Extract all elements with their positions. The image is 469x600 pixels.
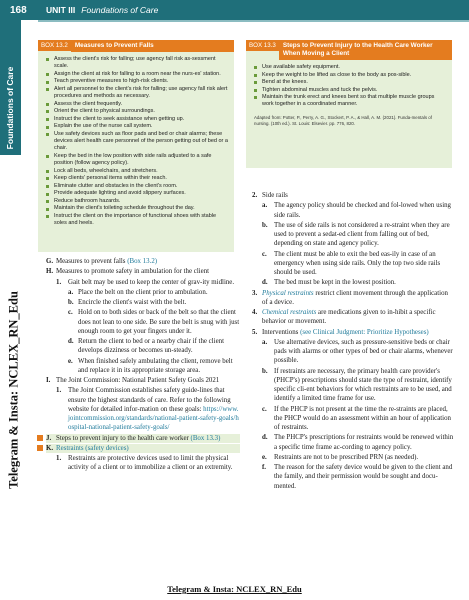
marker: b. — [262, 221, 268, 229]
box-13-2-list — [38, 52, 234, 232]
marker: c. — [262, 405, 267, 413]
list-item: Instruct the client on the importance of functional shoes with stable soles and heels. — [46, 213, 228, 228]
item-text: restrict client movement through the application of a device. — [262, 289, 448, 306]
item-text: are medications given to in-hibit a specific behavior or movement. — [262, 309, 436, 326]
item-text: Hold on to both sides or back of the belt so that the client does not lean to one side. Be sure the belt is snug with just enough room to get your fingers under it. — [78, 309, 240, 335]
marker: 3. — [252, 289, 258, 297]
side-watermark: Telegram & Insta: NCLEX_RN_Edu — [6, 291, 21, 489]
list-item: Keep clients' personal items within their reach. — [46, 175, 228, 182]
item-text: The client must be able to exit the bed eas-ily in case of an emergency when using side rails. Only the top two side rails should be used. — [274, 250, 441, 276]
box-13-3-label: BOX 13.3 — [246, 40, 279, 51]
item-r5a — [252, 338, 454, 366]
item-text: The agency policy should be checked and fol-lowed when using side rails. — [274, 202, 451, 219]
item-r4 — [252, 308, 454, 327]
marker: 1. — [56, 455, 62, 462]
item-h1e — [46, 357, 240, 376]
item-r2d — [252, 278, 454, 287]
list-item: Teach preventive measures to high-risk clients. — [46, 78, 228, 85]
box-13-3-list — [246, 60, 452, 113]
box-13-2-title: Measures to Prevent Falls — [71, 40, 234, 52]
item-r3 — [252, 289, 454, 308]
marker: 2. — [252, 192, 258, 199]
list-item: Reduce bathroom hazards. — [46, 198, 228, 205]
item-r5f — [252, 463, 454, 491]
box-13-2-header — [38, 40, 234, 52]
item-text: Gait belt may be used to keep the center of grav-ity midline. — [68, 278, 235, 286]
priority-marker — [37, 435, 43, 441]
list-item: Keep the weight to be lifted as close to the body as pos-sible. — [254, 72, 446, 79]
clinical-judgment-link[interactable]: (see Clinical Judgment: Prioritize Hypotheses) — [300, 328, 429, 336]
box-13-3-title: Steps to Prevent Injury to the Health Care Worker When Moving a Client — [279, 40, 452, 60]
jointcommission-link[interactable]: https://www.jointcommission.org/standards/national-patient-safety-goals/hospital-national-patient-safety-goals/ — [68, 405, 239, 432]
list-item: Use safety devices such as floor pads and bed or chair alarms; these devices alert health care personnel of the person getting out of bed or a chair. — [46, 131, 228, 153]
list-item: Explain the use of the nurse call system. — [46, 123, 228, 130]
footer-watermark: Telegram & Insta: NCLEX_RN_Edu — [167, 584, 302, 594]
page-header — [0, 0, 469, 20]
marker: f. — [262, 464, 267, 471]
side-tab — [0, 20, 21, 155]
box-13-3-source: Adapted from: Potter, P., Perry, A. G., Stockert, P. A., & Hall, A. M. (2021). Funda-mentals of nursing. (10th ed.). St. Louis: Elsevier. pp. 776, 820. — [254, 114, 432, 126]
marker: 1. — [56, 387, 62, 395]
marker: d. — [262, 279, 268, 287]
item-h1a — [46, 288, 240, 297]
term: Physical restraints — [262, 289, 314, 297]
item-text: The reason for the safety device would be given to the client and the family, and their permission would be sought and docu-mented. — [274, 464, 453, 490]
box-13-3-link[interactable]: (Box 13.3) — [190, 434, 221, 442]
list-item: Tighten abdominal muscles and tuck the pelvis. — [254, 87, 446, 94]
item-text: Measures to promote safety in ambulation for the client — [56, 268, 210, 276]
priority-marker — [37, 445, 43, 451]
list-item: Bend at the knees. — [254, 79, 446, 86]
item-i1 — [46, 386, 240, 432]
marker: a. — [262, 202, 268, 210]
item-text: Steps to prevent injury to the health care worker — [56, 434, 189, 442]
list-item: Eliminate clutter and obstacles in the client's room. — [46, 183, 228, 190]
item-text: Side rails — [262, 192, 288, 199]
box-13-3-header — [246, 40, 452, 60]
item-h1b — [46, 298, 240, 307]
box-13-2-link[interactable]: (Box 13.2) — [127, 258, 158, 265]
list-item: Orient the client to physical surroundings. — [46, 108, 228, 115]
box-13-2-label: BOX 13.2 — [38, 40, 71, 51]
item-r5e — [252, 453, 454, 462]
item-text: The bed must be kept in the lowest position. — [274, 279, 396, 287]
item-h1c — [46, 308, 240, 336]
item-i — [46, 376, 240, 385]
marker: b. — [262, 367, 268, 375]
marker: G. — [46, 258, 54, 265]
list-item: Maintain the client's toileting schedule throughout the day. — [46, 205, 228, 212]
item-r2a — [252, 201, 454, 220]
right-column — [252, 191, 454, 492]
marker: 5. — [252, 328, 258, 336]
item-r5c — [252, 405, 454, 433]
list-item: Assess the client's risk for falling; use agency fall risk as-sessment scale. — [46, 56, 228, 71]
marker: c. — [68, 309, 73, 317]
list-item: Maintain the trunk erect and knees bent so that multiple muscle groups work together in a coordinated manner. — [254, 94, 446, 109]
marker: I. — [46, 377, 51, 384]
item-k — [46, 444, 240, 453]
item-text: Restraints are not to be prescribed PRN (as needed). — [274, 453, 419, 461]
header-rule — [38, 20, 469, 22]
item-text: If restraints are necessary, the primary health care provider's (PHCP's) prescriptions should state the type of restraint, identify specific cli-ent behaviors for which restraints are to be used, and identify a limited time frame for use. — [274, 367, 452, 403]
item-text: Restraints (safety devices) — [56, 444, 129, 452]
item-text: The Joint Commission establishes safety guide-lines that ensure the highest standards of care. Refer to the following website for detailed infor-mation on these goals: — [68, 387, 231, 413]
item-r2 — [252, 191, 454, 200]
unit-title: Foundations of Care — [81, 5, 159, 15]
item-r2c — [252, 250, 454, 278]
marker: e. — [262, 453, 267, 461]
item-h1d — [46, 337, 240, 356]
list-item: Use available safety equipment. — [254, 64, 446, 71]
item-text: Interventions — [262, 328, 299, 336]
term: Chemical restraints — [262, 309, 317, 316]
item-g — [46, 257, 240, 266]
marker: K. — [46, 444, 54, 452]
side-tab-label: Foundations of Care — [5, 66, 15, 150]
marker: e. — [68, 357, 73, 365]
list-item: Lock all beds, wheelchairs, and stretchers. — [46, 168, 228, 175]
marker: J. — [46, 434, 52, 442]
item-j — [46, 434, 240, 443]
list-item: Instruct the client to seek assistance when getting up. — [46, 116, 228, 123]
item-h — [46, 267, 240, 276]
page-number: 168 — [10, 4, 27, 16]
left-column — [46, 257, 240, 474]
item-r5b — [252, 367, 454, 404]
marker: 4. — [252, 309, 258, 316]
marker: b. — [68, 299, 74, 306]
marker: c. — [262, 250, 267, 258]
marker: a. — [68, 288, 74, 296]
item-text: Encircle the client's waist with the belt. — [78, 299, 187, 306]
unit-label: UNIT III — [46, 5, 76, 15]
item-text: Place the belt on the client prior to ambulation. — [78, 288, 208, 296]
list-item: Alert all personnel to the client's risk for falling; use agency fall risk alert procedures and methods as necessary. — [46, 86, 228, 101]
item-text: The use of side rails is not considered a re-straint when they are used to prevent a sedat-ed client from falling out of bed, depending on state and agency policy. — [274, 221, 450, 248]
item-text: If the PHCP is not present at the time the re-straints are placed, the PHCP would do an assessment within an hour of application of restraints. — [274, 405, 451, 431]
list-item: Keep the bed in the low position with side rails adjusted to a safe position (follow agency policy). — [46, 153, 228, 168]
marker: d. — [262, 434, 268, 442]
marker: a. — [262, 338, 268, 346]
list-item: Assess the client frequently. — [46, 101, 228, 108]
list-item: Provide adequate lighting and avoid slippery surfaces. — [46, 190, 228, 197]
item-text: When finished safely ambulating the client, remove belt and replace it in its appropriate storage area. — [78, 357, 233, 374]
item-k1 — [46, 454, 240, 473]
box-13-3 — [246, 40, 452, 168]
item-text: Return the client to bed or a nearby chair if the client develops dizziness or becomes un-steady. — [78, 338, 224, 355]
item-text: The Joint Commission: National Patient Safety Goals 2021 — [56, 377, 220, 384]
item-text: Measures to prevent falls — [56, 258, 126, 265]
item-text: Use alternative devices, such as pressure-sensitive beds or chair pads with alarms or other types of bed or chair alarms, whenever possible. — [274, 338, 453, 365]
item-text: The PHCP's prescriptions for restraints would be renewed within a specific time frame ac-cording to agency policy. — [274, 434, 454, 451]
box-13-2 — [38, 40, 234, 252]
marker: 1. — [56, 278, 62, 286]
list-item: Assign the client at risk for falling to a room near the nurs-es' station. — [46, 71, 228, 78]
item-h1 — [46, 278, 240, 287]
marker: d. — [68, 338, 74, 345]
item-r2b — [252, 221, 454, 249]
item-r5 — [252, 328, 454, 337]
item-text: Restraints are protective devices used to limit the physical activity of a client or to immobilize a client or an extremity. — [68, 455, 233, 472]
marker: H. — [46, 268, 54, 276]
item-r5d — [252, 433, 454, 452]
